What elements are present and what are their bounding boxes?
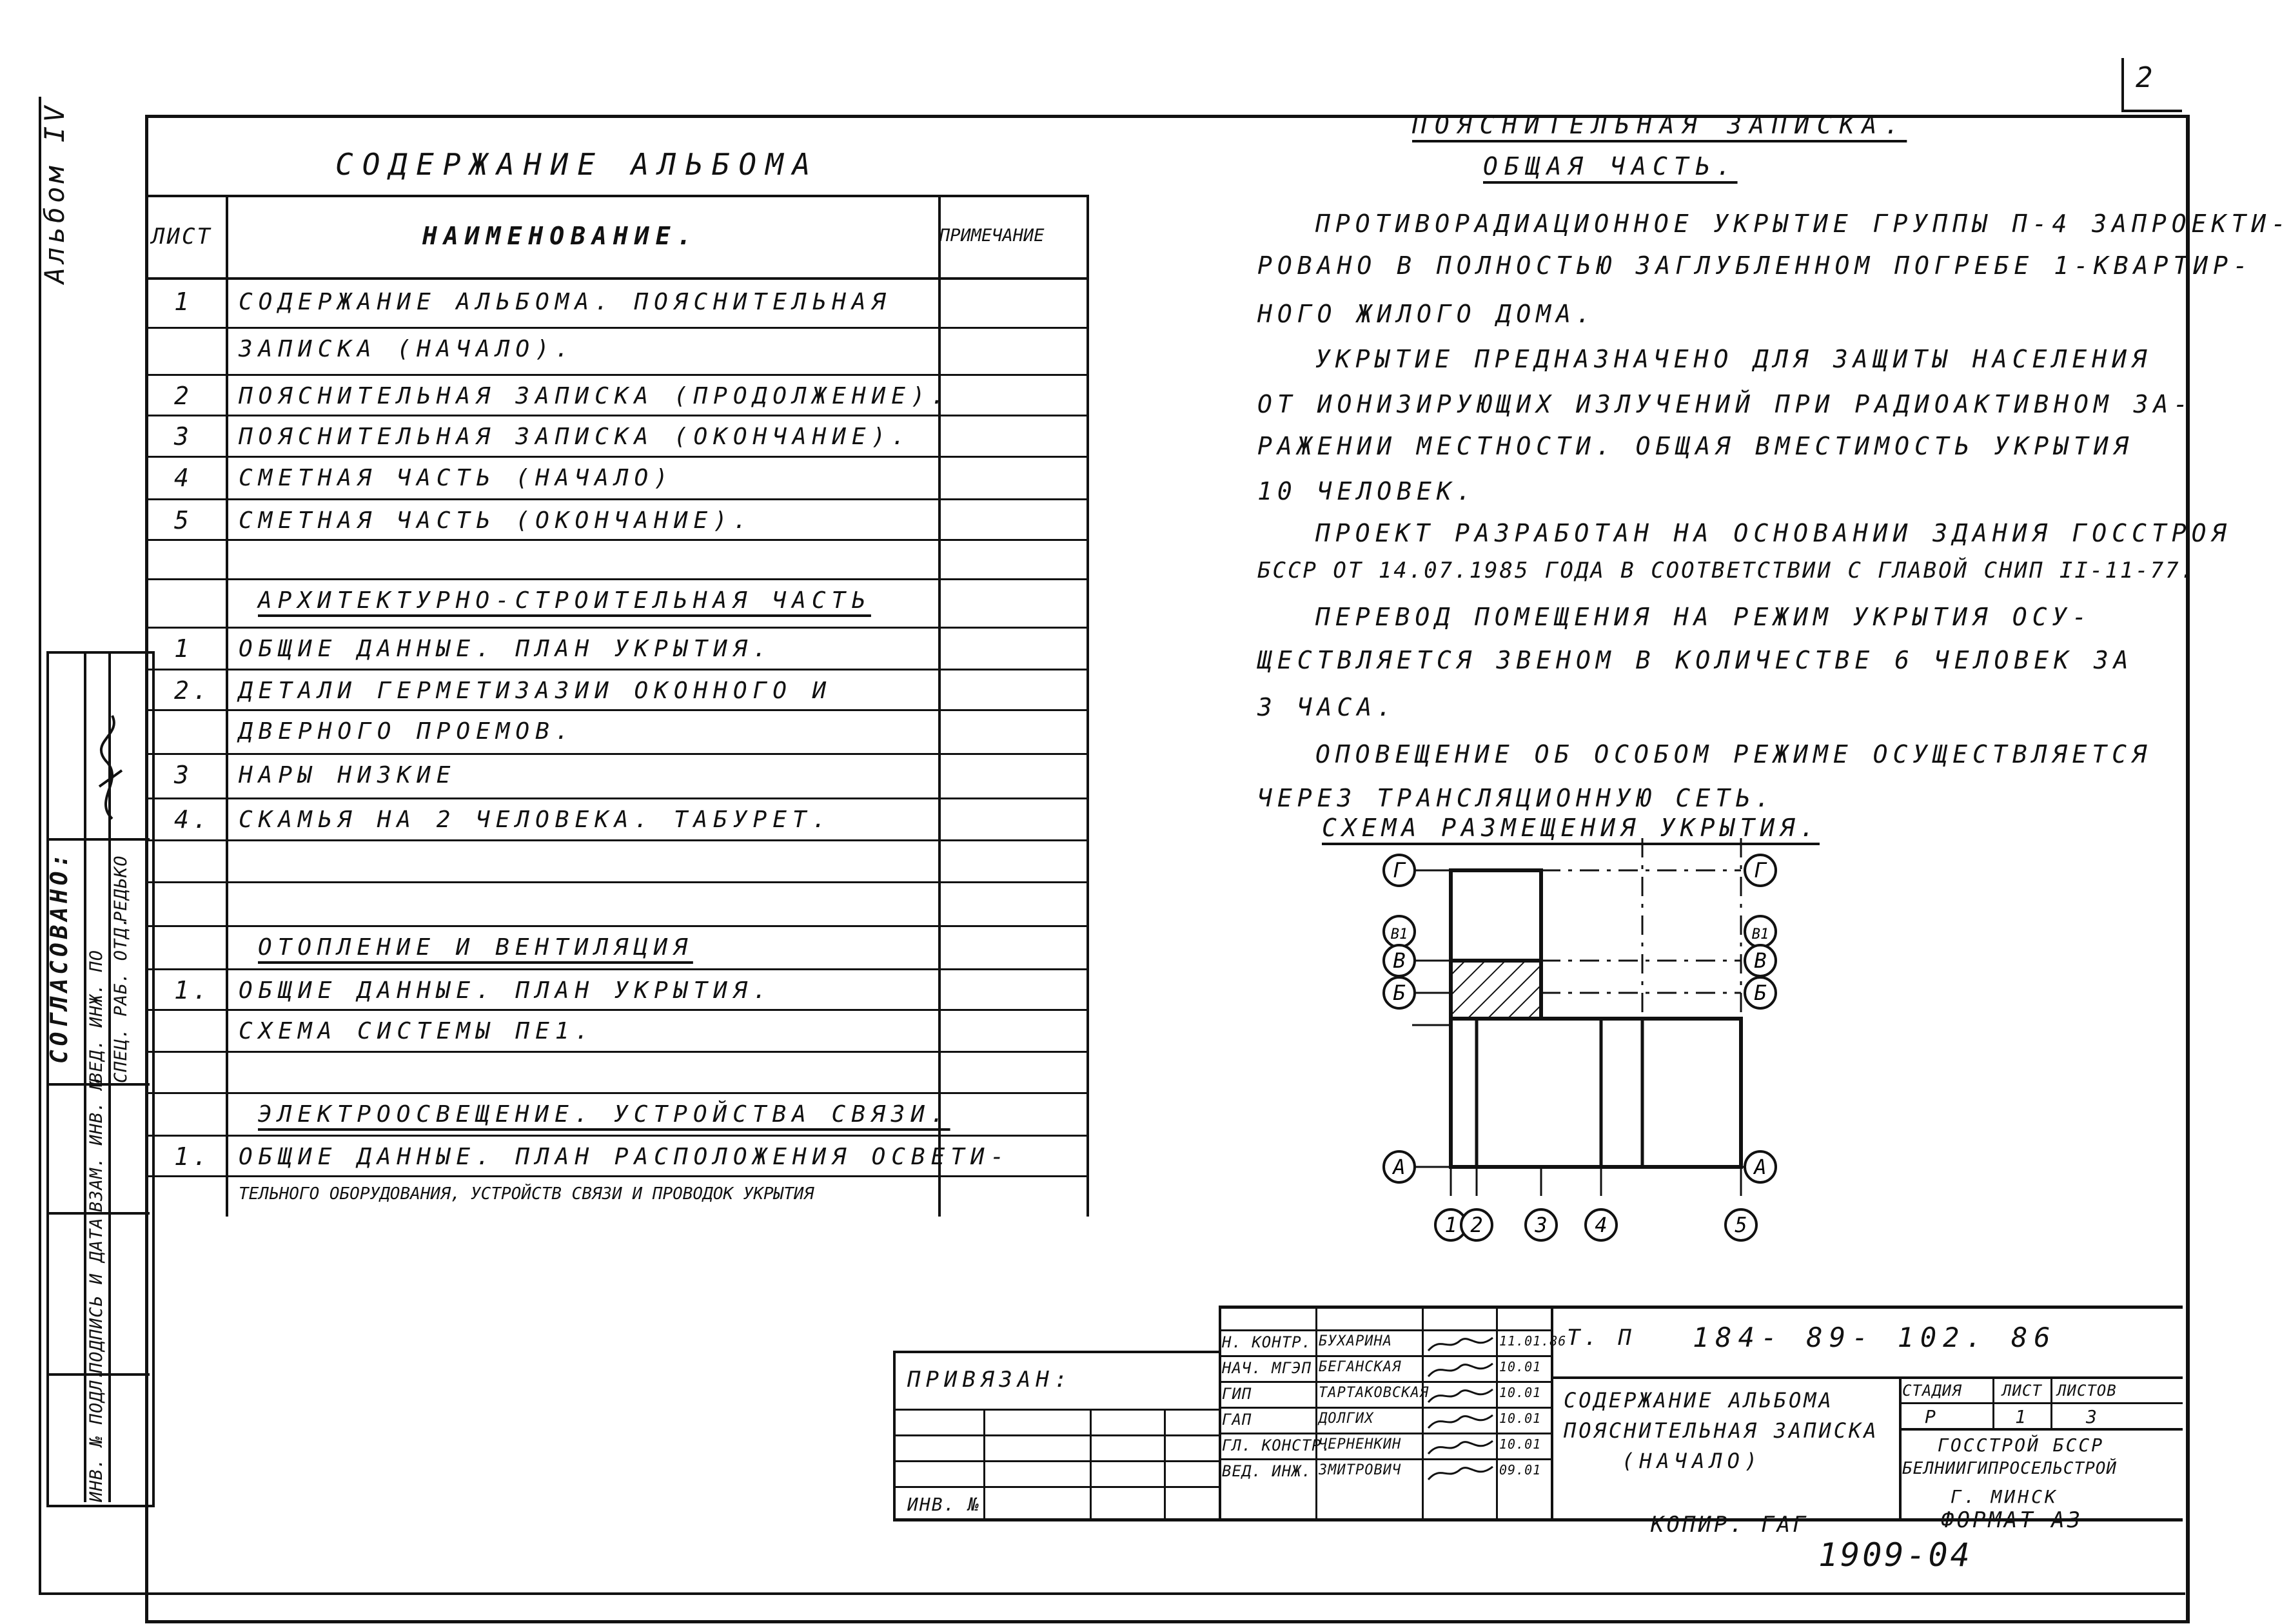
- stamp-date: 10.01: [1499, 1436, 1542, 1452]
- stamp-stage: Р: [1925, 1406, 1936, 1427]
- scheme-title: СХЕМА РАЗМЕЩЕНИЯ УКРЫТИЯ.: [1322, 814, 1820, 842]
- toc-header-name: НАИМЕНОВАНИЕ.: [422, 222, 698, 250]
- toc-row-sheet: 1: [174, 288, 193, 316]
- stamp-name: ДОЛГИХ: [1319, 1411, 1374, 1427]
- stamp-signature: [1425, 1436, 1496, 1459]
- stamp-attached: ПРИВЯЗАН:: [907, 1367, 1073, 1393]
- svg-text:Б: Б: [1754, 981, 1767, 1005]
- toc-row-sheet: 2.: [174, 676, 211, 705]
- svg-text:Б: Б: [1393, 981, 1406, 1005]
- toc-row-name: ПОЯСНИТЕЛЬНАЯ ЗАПИСКА (ПРОДОЛЖЕНИЕ).: [239, 383, 951, 409]
- stamp-doc-title-3: (НАЧАЛО): [1622, 1449, 1763, 1473]
- note-line: ПЕРЕВОД ПОМЕЩЕНИЯ НА РЕЖИМ УКРЫТИЯ ОСУ-: [1315, 603, 2092, 631]
- stamp-name: ЗМИТРОВИЧ: [1319, 1462, 1402, 1478]
- scheme-row-axis-left: [1384, 916, 1415, 947]
- stamp-signature: [1425, 1333, 1496, 1356]
- toc-row-name: ОБЩИЕ ДАННЫЕ. ПЛАН РАСПОЛОЖЕНИЯ ОСВЕТИ-: [239, 1144, 1010, 1170]
- toc-row-name: ПОЯСНИТЕЛЬНАЯ ЗАПИСКА (ОКОНЧАНИЕ).: [239, 424, 911, 450]
- stamp-signature: [1425, 1410, 1496, 1433]
- toc-section-heading: ЭЛЕКТРООСВЕЩЕНИЕ. УСТРОЙСТВА СВЯЗИ.: [258, 1101, 950, 1128]
- toc-row-name: ОБЩИЕ ДАННЫЕ. ПЛАН УКРЫТИЯ.: [239, 636, 773, 662]
- toc-row-sheet: 1.: [174, 1142, 211, 1171]
- svg-text:В: В: [1393, 948, 1406, 973]
- side-vzam-inv: ВЗАМ. ИНВ. №: [86, 1078, 106, 1212]
- scheme-drawing: [1386, 838, 1769, 1251]
- stamp-date: 09.01: [1499, 1462, 1542, 1478]
- toc-section-heading: АРХИТЕКТУРНО-СТРОИТЕЛЬНАЯ ЧАСТЬ: [258, 587, 871, 614]
- scheme-row-axis-left: [1384, 855, 1415, 886]
- stamp-name: БУХАРИНА: [1319, 1333, 1392, 1349]
- stamp-org-1: ГОССТРОЙ БССР: [1938, 1434, 2105, 1456]
- stamp-name: БЕГАНСКАЯ: [1319, 1359, 1402, 1375]
- stamp-stage-label: СТАДИЯ: [1902, 1382, 1962, 1400]
- toc-row-sheet: 5: [174, 506, 193, 534]
- note-line: ПРОЕКТ РАЗРАБОТАН НА ОСНОВАНИИ ЗДАНИЯ ГОССТРОЯ: [1315, 519, 2232, 547]
- toc-header-note: ПРИМЕЧАНИЕ: [939, 226, 1045, 246]
- stamp-role: ГИП: [1222, 1385, 1252, 1403]
- note-line: РАЖЕНИИ МЕСТНОСТИ. ОБЩАЯ ВМЕСТИМОСТЬ УКРЫТИЯ: [1257, 432, 2134, 460]
- toc-row-name: СМЕТНАЯ ЧАСТЬ (НАЧАЛО): [239, 465, 674, 491]
- toc-row-name: СОДЕРЖАНИЕ АЛЬБОМА. ПОЯСНИТЕЛЬНАЯ: [239, 289, 892, 315]
- side-spec-rab: СПЕЦ. РАБ. ОТД.: [111, 916, 131, 1083]
- note-line: НОГО ЖИЛОГО ДОМА.: [1257, 300, 1596, 328]
- stamp-name: ЧЕРНЕНКИН: [1319, 1436, 1402, 1453]
- toc-row-name: ЗАПИСКА (НАЧАЛО).: [239, 336, 575, 362]
- toc-row-name: НАРЫ НИЗКИЕ: [239, 762, 457, 788]
- stamp-role: ВЕД. ИНЖ.: [1222, 1462, 1312, 1480]
- toc-row-sheet: 1.: [174, 976, 211, 1004]
- note-line: 10 ЧЕЛОВЕК.: [1257, 477, 1477, 505]
- stamp-doc-title-2: ПОЯСНИТЕЛЬНАЯ ЗАПИСКА: [1564, 1418, 1879, 1443]
- scheme-row-axis-right: [1745, 945, 1776, 976]
- stamp-date: 10.01: [1499, 1359, 1542, 1375]
- toc-row-sheet: 2: [174, 382, 193, 410]
- stamp-sheet: 1: [2015, 1406, 2027, 1427]
- svg-text:А: А: [1393, 1155, 1406, 1179]
- scheme-block-lower: [1451, 1019, 1741, 1167]
- svg-text:В: В: [1754, 948, 1767, 973]
- scheme-col-axis: [1586, 1209, 1617, 1240]
- stamp-date: 10.01: [1499, 1385, 1542, 1400]
- stamp-signature: [1425, 1358, 1496, 1382]
- note-line: ОПОВЕЩЕНИЕ ОБ ОСОБОМ РЕЖИМЕ ОСУЩЕСТВЛЯЕТСЯ: [1315, 740, 2152, 768]
- side-agreed: СОГЛАСОВАНО:: [46, 849, 73, 1064]
- svg-text:1: 1: [1444, 1213, 1457, 1237]
- stamp-date: 11.01.86: [1499, 1333, 1567, 1349]
- toc-row-name: ДЕТАЛИ ГЕРМЕТИЗАЗИИ ОКОННОГО И: [239, 678, 832, 704]
- note-line: БССР ОТ 14.07.1985 ГОДА В СООТВЕТСТВИИ С ГЛАВОЙ СНИП II-11-77.: [1257, 558, 2196, 583]
- scheme-row-axis-left: [1384, 1151, 1415, 1182]
- toc-row-sheet: 1: [174, 634, 193, 663]
- svg-text:4: 4: [1595, 1213, 1608, 1237]
- scheme-shelter-hatched: [1451, 961, 1541, 1019]
- note-line: РОВАНО В ПОЛНОСТЬЮ ЗАГЛУБЛЕННОМ ПОГРЕБЕ 1-КВАРТИР-: [1257, 251, 2253, 280]
- toc-row-name: СМЕТНАЯ ЧАСТЬ (ОКОНЧАНИЕ).: [239, 507, 753, 534]
- stamp-inv-no: ИНВ. №: [907, 1494, 981, 1515]
- note-line: ЧЕРЕЗ ТРАНСЛЯЦИОННУЮ СЕТЬ.: [1257, 784, 1775, 812]
- svg-text:5: 5: [1735, 1213, 1747, 1237]
- scheme-row-axis-left: [1384, 945, 1415, 976]
- sheet-number: 2: [2136, 61, 2157, 94]
- album-label: Альбом IV: [39, 102, 70, 284]
- toc-row-name: ДВЕРНОГО ПРОЕМОВ.: [239, 718, 575, 745]
- stamp-tp-label: Т. П: [1567, 1325, 1635, 1351]
- toc-row-name: ТЕЛЬНОГО ОБОРУДОВАНИЯ, УСТРОЙСТВ СВЯЗИ И ПРОВОДОК УКРЫТИЯ: [239, 1184, 814, 1204]
- toc-row-name: СХЕМА СИСТЕМЫ ПЕ1.: [239, 1018, 595, 1044]
- footer-copy: КОПИР. ГАГ: [1651, 1512, 1809, 1538]
- note-subtitle: ОБЩАЯ ЧАСТЬ.: [1483, 152, 1738, 181]
- stamp-role: ГАП: [1222, 1411, 1252, 1429]
- stamp-sheet-label: ЛИСТ: [2002, 1382, 2042, 1400]
- stamp-org-2: БЕЛНИИГИПРОСЕЛЬСТРОЙ: [1902, 1459, 2118, 1478]
- svg-text:Г: Г: [1754, 858, 1767, 883]
- svg-text:В1: В1: [1751, 926, 1769, 943]
- svg-text:А: А: [1754, 1155, 1767, 1179]
- svg-text:Г: Г: [1393, 858, 1406, 883]
- scheme-col-axis: [1526, 1209, 1557, 1240]
- stamp-sheets-label: ЛИСТОВ: [2057, 1382, 2117, 1400]
- scheme-col-axis: [1726, 1209, 1756, 1240]
- side-redko: РЕДЬКО: [111, 855, 131, 922]
- stamp-role: ГЛ. КОНСТР.: [1222, 1436, 1332, 1454]
- scheme-row-axis-right: [1745, 977, 1776, 1008]
- footer-number: 1909-04: [1818, 1536, 1972, 1574]
- stamp-name: ТАРТАКОВСКАЯ: [1319, 1385, 1429, 1401]
- stamp-doc-title-1: СОДЕРЖАНИЕ АЛЬБОМА: [1564, 1388, 1834, 1413]
- toc-row-name: ОБЩИЕ ДАННЫЕ. ПЛАН УКРЫТИЯ.: [239, 977, 773, 1004]
- svg-text:3: 3: [1535, 1213, 1548, 1237]
- note-line: ЩЕСТВЛЯЕТСЯ ЗВЕНОМ В КОЛИЧЕСТВЕ 6 ЧЕЛОВЕК ЗА: [1257, 646, 2134, 674]
- title-block: [893, 1306, 2183, 1518]
- side-ved-inzh: ВЕД. ИНЖ. ПО: [86, 949, 106, 1083]
- side-signature: [86, 709, 132, 825]
- toc-row-sheet: 4.: [174, 805, 211, 834]
- scheme-row-axis-right: [1745, 1151, 1776, 1182]
- stamp-org-3: Г. МИНСК: [1951, 1486, 2058, 1507]
- footer-format: ФОРМАТ А3: [1941, 1507, 2083, 1533]
- note-line: ПРОТИВОРАДИАЦИОННОЕ УКРЫТИЕ ГРУППЫ П-4 ЗАПРОЕКТИ-: [1315, 210, 2291, 238]
- toc-table: [145, 195, 1087, 1217]
- toc-section-heading: ОТОПЛЕНИЕ И ВЕНТИЛЯЦИЯ: [258, 934, 693, 961]
- toc-header-sheet: ЛИСТ: [152, 224, 212, 249]
- stamp-code: 184- 89- 102. 86: [1693, 1322, 2057, 1353]
- toc-row-sheet: 4: [174, 464, 193, 492]
- stamp-role: Н. КОНТР.: [1222, 1333, 1312, 1351]
- note-title: ПОЯСНИТЕЛЬНАЯ ЗАПИСКА.: [1412, 111, 1907, 139]
- stamp-date: 10.01: [1499, 1411, 1542, 1426]
- svg-text:В1: В1: [1390, 926, 1408, 943]
- scheme-row-axis-right: [1745, 916, 1776, 947]
- toc-row-sheet: 3: [174, 761, 193, 789]
- note-line: УКРЫТИЕ ПРЕДНАЗНАЧЕНО ДЛЯ ЗАЩИТЫ НАСЕЛЕНИЯ: [1315, 345, 2152, 373]
- toc-row-name: СКАМЬЯ НА 2 ЧЕЛОВЕКА. ТАБУРЕТ.: [239, 807, 832, 833]
- stamp-signature: [1425, 1384, 1496, 1407]
- scheme-row-axis-left: [1384, 977, 1415, 1008]
- note-line: 3 ЧАСА.: [1257, 693, 1397, 721]
- side-signature-date: ПОДПИСЬ И ДАТА: [86, 1217, 106, 1373]
- stamp-role: НАЧ. МГЭП: [1222, 1359, 1312, 1377]
- side-inv-podl: ИНВ. № ПОДЛ.: [86, 1368, 106, 1502]
- toc-title: СОДЕРЖАНИЕ АЛЬБОМА: [335, 147, 820, 182]
- scheme-row-axis-right: [1745, 855, 1776, 886]
- svg-text:2: 2: [1470, 1213, 1483, 1237]
- stamp-sheets: 3: [2086, 1406, 2098, 1427]
- stamp-signature: [1425, 1462, 1496, 1485]
- toc-row-sheet: 3: [174, 422, 193, 451]
- scheme-col-axis: [1461, 1209, 1492, 1240]
- note-line: ОТ ИОНИЗИРУЮЩИХ ИЗЛУЧЕНИЙ ПРИ РАДИОАКТИВНОМ ЗА-: [1257, 390, 2194, 418]
